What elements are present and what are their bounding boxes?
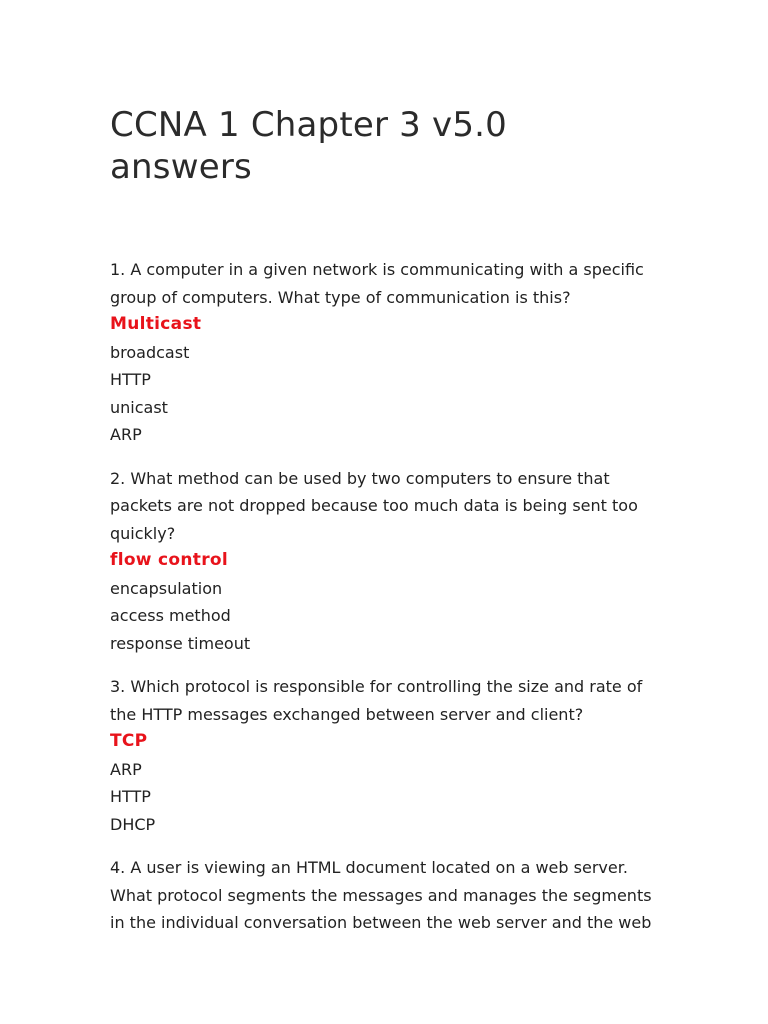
document-page [110, 104, 670, 953]
title-line-2: answers [110, 147, 252, 187]
question-text: 2. What method can be used by two computers to ensure that packets are not dropped because too much data is being sent too quickly? [110, 468, 638, 543]
document-title [110, 104, 670, 188]
answer-option-correct: flow control [110, 550, 229, 570]
title-line-1: CCNA 1 Chapter 3 v5.0 [110, 105, 507, 145]
question-text: 3. Which protocol is responsible for controlling the size and rate of the HTTP messages exchanged between server and client? [110, 677, 643, 724]
answer-option: unicast [110, 397, 168, 417]
question-2 [110, 465, 670, 658]
question-list [110, 256, 670, 937]
answer-option: ARP [110, 425, 142, 444]
answer-option: DHCP [110, 814, 156, 834]
question-3 [110, 673, 670, 838]
answer-option: encapsulation [110, 578, 223, 598]
answer-option-correct: TCP [110, 731, 148, 751]
question-text: 4. A user is viewing an HTML document located on a web server. What protocol segments the messages and manages the segments in the individual conversation between the web server and the web [110, 858, 652, 932]
answer-option-correct: Multicast [110, 314, 202, 334]
question-4 [110, 854, 670, 937]
question-text: 1. A computer in a given network is communicating with a specific group of computers. What type of communication is this? [110, 260, 644, 307]
answer-option: ARP [110, 759, 142, 779]
answer-option: HTTP [110, 370, 151, 389]
answer-option: HTTP [110, 787, 151, 806]
answer-option: response timeout [110, 633, 251, 653]
question-1 [110, 256, 670, 449]
answer-option: access method [110, 606, 231, 625]
answer-option: broadcast [110, 342, 190, 362]
